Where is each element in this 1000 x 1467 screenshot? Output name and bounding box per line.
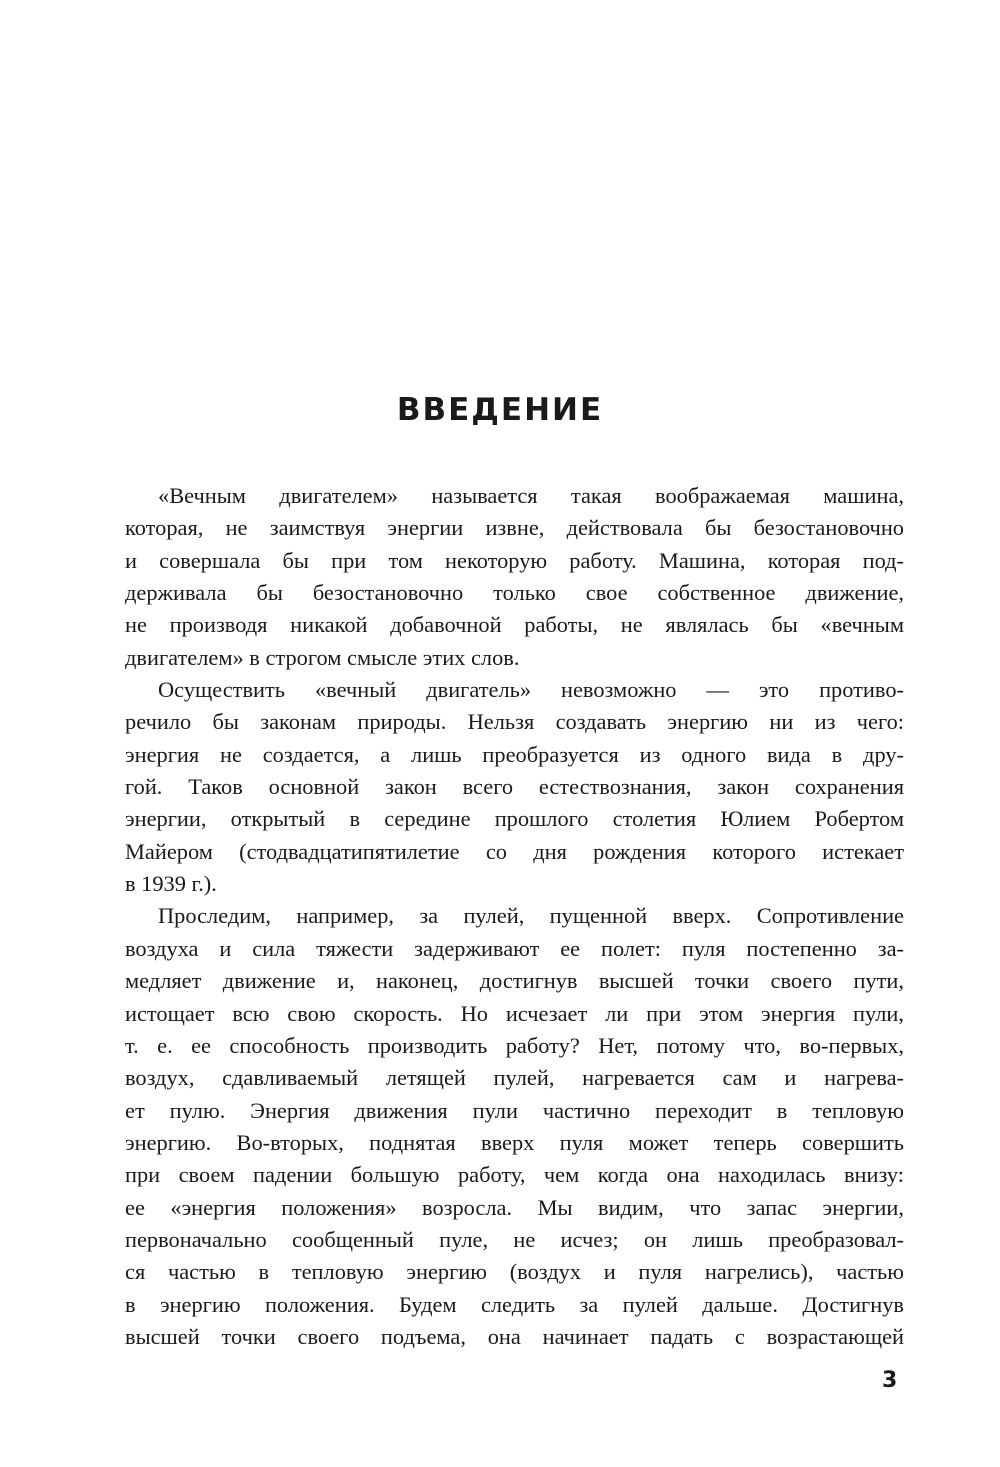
text-line: не производя никакой добавочной работы, не являлась бы «вечным — [125, 612, 904, 638]
text-line: держивала бы безостановочно только свое собственное движение, — [125, 580, 904, 606]
text-line: ет пулю. Энергия движения пули частично переходит в тепловую — [125, 1097, 904, 1123]
text-line: Осуществить «вечный двигатель» невозможно — это противо- — [158, 677, 904, 703]
paragraph-2 — [125, 674, 904, 900]
chapter-title: ВВЕДЕНИЕ — [396, 392, 604, 428]
body-text — [125, 480, 904, 1353]
text-line: энергии, открытый в середине прошлого столетия Юлием Робертом — [125, 806, 904, 832]
text-line: ся частью в тепловую энергию (воздух и пуля нагрелись), частью — [125, 1259, 904, 1285]
text-line: воздух, сдавливаемый летящей пулей, нагревается сам и нагрева- — [125, 1065, 904, 1091]
paragraph-1 — [125, 480, 904, 674]
text-line: ее «энергия положения» возросла. Мы видим, что запас энергии, — [125, 1194, 904, 1220]
text-line: Проследим, например, за пулей, пущенной вверх. Сопротивление — [158, 903, 904, 929]
text-line: первоначально сообщенный пуле, не исчез; он лишь преобразовал- — [125, 1226, 904, 1252]
text-line: медляет движение и, наконец, достигнув высшей точки своего пути, — [125, 968, 904, 994]
text-line: Майером (стодвадцатипятилетие со дня рождения которого истекает — [125, 838, 904, 864]
text-line: воздуха и сила тяжести задерживают ее полет: пуля постепенно за- — [125, 935, 904, 961]
text-line: в энергию положения. Будем следить за пулей дальше. Достигнув — [125, 1291, 904, 1317]
text-line: и совершала бы при том некоторую работу. Машина, которая под- — [125, 547, 904, 573]
paragraph-3 — [125, 900, 904, 1353]
text-line: двигателем» в строгом смысле этих слов. — [125, 644, 520, 670]
text-line: при своем падении большую работу, чем когда она находилась внизу: — [125, 1162, 904, 1188]
text-line: гой. Таков основной закон всего естествознания, закон сохранения — [125, 774, 904, 800]
text-line: т. е. ее способность производить работу? Нет, потому что, во-первых, — [125, 1032, 904, 1058]
text-line: высшей точки своего подъема, она начинает падать с возрастающей — [125, 1323, 904, 1349]
text-line: энергию. Во-вторых, поднятая вверх пуля может теперь совершить — [125, 1129, 904, 1155]
text-line: речило бы законам природы. Нельзя создавать энергию ни из чего: — [125, 709, 904, 735]
text-line: истощает всю свою скорость. Но исчезает ли при этом энергия пули, — [125, 1000, 904, 1026]
page-number: 3 — [882, 1368, 898, 1393]
text-line: которая, не заимствуя энергии извне, действовала бы безостановочно — [125, 515, 904, 541]
text-line: «Вечным двигателем» называется такая воображаемая машина, — [158, 483, 904, 508]
text-line: энергия не создается, а лишь преобразуется из одного вида в дру- — [125, 741, 904, 767]
text-line: в 1939 г.). — [125, 871, 217, 897]
